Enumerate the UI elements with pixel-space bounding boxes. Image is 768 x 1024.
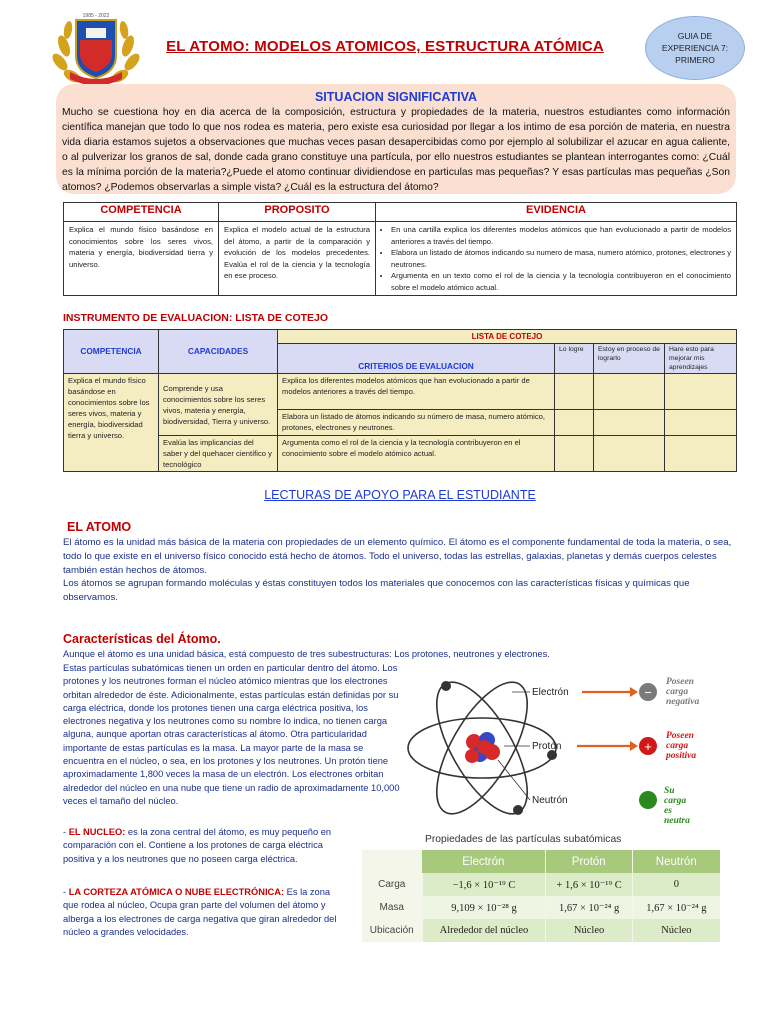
competency-table <box>63 202 737 296</box>
atom-diagram <box>402 660 732 838</box>
evidencia-item: • En una cartilla explica los diferentes modelos atómicos que han evolucionado a partir de modelos anteriores a través del tiempo. <box>391 224 731 247</box>
proton-arrow-head <box>630 741 638 751</box>
particles-cell: 9,109 × 10⁻²⁸ g <box>423 896 546 919</box>
electron-note: Poseen carga negativa <box>666 677 700 707</box>
guide-line-2: EXPERIENCIA 7: <box>661 43 729 53</box>
characteristics-intro: Aunque el átomo es una unidad básica, está compuesto de tres subestructuras: Los protones, neutrones y electrones. <box>63 649 550 659</box>
guide-line-1: GUIA DE <box>677 31 713 41</box>
particles-header-proton: Protón <box>546 850 632 873</box>
positive-sign: + <box>644 739 652 754</box>
particles-corner <box>362 850 422 873</box>
checklist-check-cell <box>665 436 737 472</box>
particles-row-label: Carga <box>378 879 406 890</box>
checklist-mejorar-header: Hare esto para mejorar mis aprendizajes <box>665 344 737 374</box>
particles-cell: −1,6 × 10⁻¹⁹ C <box>423 873 546 896</box>
characteristics-paragraph: Estas partículas subatómicas tienen un orden en particular dentro del átomo. Los protones y los neutrones forman el núcleo atómico mientras que los electrones orbitan alrededor de éste. Adicionalmente, estas partículas están definidas por su carga eléctrica, donde los protones tienen una carga eléctrica positiva, los electrones negativa y los neutrones como su nombre lo indica, no tienen carga alguna, aunque aportan otras características al átomo. Otra particularidad importante de estas partículas es la masa. La mayor parte de la masa se encuentra en el núcleo, o sea, en los protones y los neutrones. Un protón tiene aproximadamente 1,800 veces la masa de un electrón. Los electrones orbitan alrededor del núcleo en una nube que tiene un radio de aproximadamente 10,000 veces el tamaño del núcleo. <box>63 663 400 806</box>
checklist-check-cell <box>555 374 594 410</box>
particles-header-neutron: Neutrón <box>633 850 721 873</box>
checklist-criterios-header: CRITERIOS DE EVALUACION <box>278 344 555 374</box>
particles-table-title: Propiedades de las partículas subatómicas <box>425 834 622 845</box>
checklist-competencia-cell: Explica el mundo físico basándose en conocimientos sobre los seres vivos, materia y energía, biodiversidad tierra y universo. <box>64 374 159 472</box>
checklist-criterio-cell: Elabora un listado de átomos indicando su número de masa, numero atómico, protones, electrones y neutrones. <box>278 410 555 436</box>
pointer-lines <box>498 692 530 800</box>
neutron-note: Su carga es neutra <box>664 786 690 826</box>
proton-label: Protón <box>532 741 562 752</box>
evidencia-cell <box>376 222 737 296</box>
checklist-check-cell <box>665 410 737 436</box>
instrument-title: INSTRUMENTO DE EVALUACION: LISTA DE COTEJO <box>63 312 329 324</box>
school-logo <box>52 6 140 90</box>
particles-row-label: Masa <box>379 902 404 913</box>
neutron-label: Neutrón <box>532 795 568 806</box>
checklist-check-cell <box>594 436 665 472</box>
checklist-label: LISTA DE COTEJO <box>278 330 737 344</box>
neutral-circle-icon <box>639 791 657 809</box>
proposito-header: PROPOSITO <box>219 203 376 222</box>
cortex-label: LA CORTEZA ATÓMICA O NUBE ELECTRÓNICA: <box>68 887 285 897</box>
particles-cell: Núcleo <box>546 919 631 942</box>
particles-cell: Núcleo <box>633 919 720 942</box>
competencia-cell: Explica el mundo físico basándose en conocimientos sobre los seres vivos, materia y energía, biodiversidad tierra y universo. <box>64 222 219 296</box>
evidencia-header: EVIDENCIA <box>376 203 737 222</box>
negative-sign: − <box>644 685 652 700</box>
checklist-competencia-header: COMPETENCIA <box>64 330 159 374</box>
cortex-text: Es la zona que rodea al núcleo, Ocupa gran parte del volumen del átomo y alberga a los electrones de carga negativa que giran alrededor del núcleo a grandes velocidades. <box>63 887 337 937</box>
particles-cell: 0 <box>633 873 720 896</box>
atom-heading: EL ATOMO <box>67 520 132 534</box>
nucleus-text: es la zona central del átomo, es muy pequeño en comparación con el. Contiene a los protones de carga eléctrica positiva y a los neutrones que no poseen carga eléctrica. <box>63 827 332 864</box>
checklist-capacidad-cell: Evalúa las implicancias del saber y del quehacer científico y tecnológico <box>159 436 278 472</box>
proposito-cell: Explica el modelo actual de la estructura del átomo, a partir de la comparación y evolución de los modelos precedentes. Evalúa el rol de la ciencia y la tecnología en ese proceso. <box>219 222 376 296</box>
checklist-logre-header: Lo logre <box>555 344 594 374</box>
evidencia-item: • Elabora un listado de átomos indicando su numero de masa, numero atómico, protones, electrones y neutrones. <box>391 247 731 270</box>
checklist-proceso-header: Estoy en proceso de lograrlo <box>594 344 665 374</box>
checklist-capacidades-header: CAPACIDADES <box>159 330 278 374</box>
checklist-criterio-cell: Explica los diferentes modelos atómicos que han evolucionado a partir de modelos anteriores a través del tiempo. <box>278 374 555 410</box>
particles-cell: 1,67 × 10⁻²⁴ g <box>546 896 631 919</box>
checklist-check-cell <box>665 374 737 410</box>
evidencia-item: • Argumenta en un texto como el rol de la ciencia y la tecnología contribuyeron en el conocimiento sobre el modelo atómico actual. <box>391 270 731 293</box>
electron-arrow-head <box>630 687 638 697</box>
guide-badge <box>645 16 745 80</box>
particles-table <box>362 850 720 942</box>
nucleus-label: EL NUCLEO: <box>68 827 126 837</box>
proton-note: Poseen carga positiva <box>666 731 697 761</box>
particles-header-electron: Electrón <box>422 850 545 873</box>
electron-label: Electrón <box>532 687 569 698</box>
particles-cell: 1,67 × 10⁻²⁴ g <box>633 896 720 919</box>
checklist-check-cell <box>555 410 594 436</box>
svg-text:1985 - 2022: 1985 - 2022 <box>82 13 110 19</box>
page-title: EL ATOMO: MODELOS ATOMICOS, ESTRUCTURA ATÓMICA <box>166 38 604 55</box>
guide-line-3: PRIMERO <box>675 55 715 65</box>
particles-cell: Alrededor del núcleo <box>423 919 546 942</box>
readings-title: LECTURAS DE APOYO PARA EL ESTUDIANTE <box>264 488 536 502</box>
cortex-bullet: - LA CORTEZA ATÓMICA O NUBE ELECTRÓNICA: Es la zona que rodea al núcleo, Ocupa gran parte del volumen del átomo y alberga a los electrones de carga negativa que giran alrededor del núcleo a grandes velocidades. <box>63 887 337 937</box>
particles-cell: + 1,6 × 10⁻¹⁹ C <box>546 873 631 896</box>
checklist-table <box>63 329 737 472</box>
characteristics-heading: Características del Átomo. <box>63 632 221 646</box>
particles-row-label: Ubicación <box>369 925 414 936</box>
checklist-check-cell <box>555 436 594 472</box>
competencia-header: COMPETENCIA <box>64 203 219 222</box>
atom-paragraph-1: El átomo es la unidad más básica de la materia con propiedades de un elemento químico. El átomo es el componente fundamental de toda la materia, o sea, todo lo que existe en el universo físico conocido está hecho de átomos. Todo el universo, todas las estrellas, galaxias, planetas y demás cuerpos celestes también están hechos de átomos. <box>63 537 732 576</box>
checklist-criterio-cell: Argumenta como el rol de la ciencia y la tecnología contribuyeron en el conocimiento sobre el modelo atómico actual. <box>278 436 555 472</box>
checklist-check-cell <box>594 374 665 410</box>
atom-paragraph-2: Los átomos se agrupan formando moléculas y éstas constituyen todos los materiales que conocemos con las características físicas y químicas que observamos. <box>63 578 690 603</box>
situation-title: SITUACION SIGNIFICATIVA <box>314 90 478 104</box>
situation-text: Mucho se cuestiona hoy en dia acerca de la composición, estructura y propiedades de la materia, nuestros estudiantes como información científica manejan que todo lo que nos rodea es materia, pero existe esa curiosidad por llegar a los intimo de esa porción de materia, en nuestra vida diaria estamos sujetos a observaciones que muchas veces pasan desapercibidas como por ejemplo al solubilizar el azucar en agua caliente, o al pulverizar los granos de sal, donde cada grano constituye una partícula, por ello nuestros estudiantes se plantean interrogantes como: ¿Cuál es la mínima porción de la materia?¿Puede el atomo continuar dividiendose en particulas mas pequeñas? Y esas partículas mas pequeñas ¿Son atomos? ¿Podemos observarlas a simple vista? ¿Cuál es la estructura del átomo? <box>62 107 730 194</box>
nucleus-bullet: - EL NUCLEO: es la zona central del átomo, es muy pequeño en comparación con el. Contiene a los protones de carga eléctrica positiva y a los neutrones que no poseen carga eléctrica. <box>63 827 332 864</box>
checklist-capacidad-cell: Comprende y usa conocimientos sobre los seres vivos, materia y energía, biodiversidad, Tierra y universo. <box>159 374 278 436</box>
checklist-check-cell <box>594 410 665 436</box>
nucleus <box>465 732 500 763</box>
